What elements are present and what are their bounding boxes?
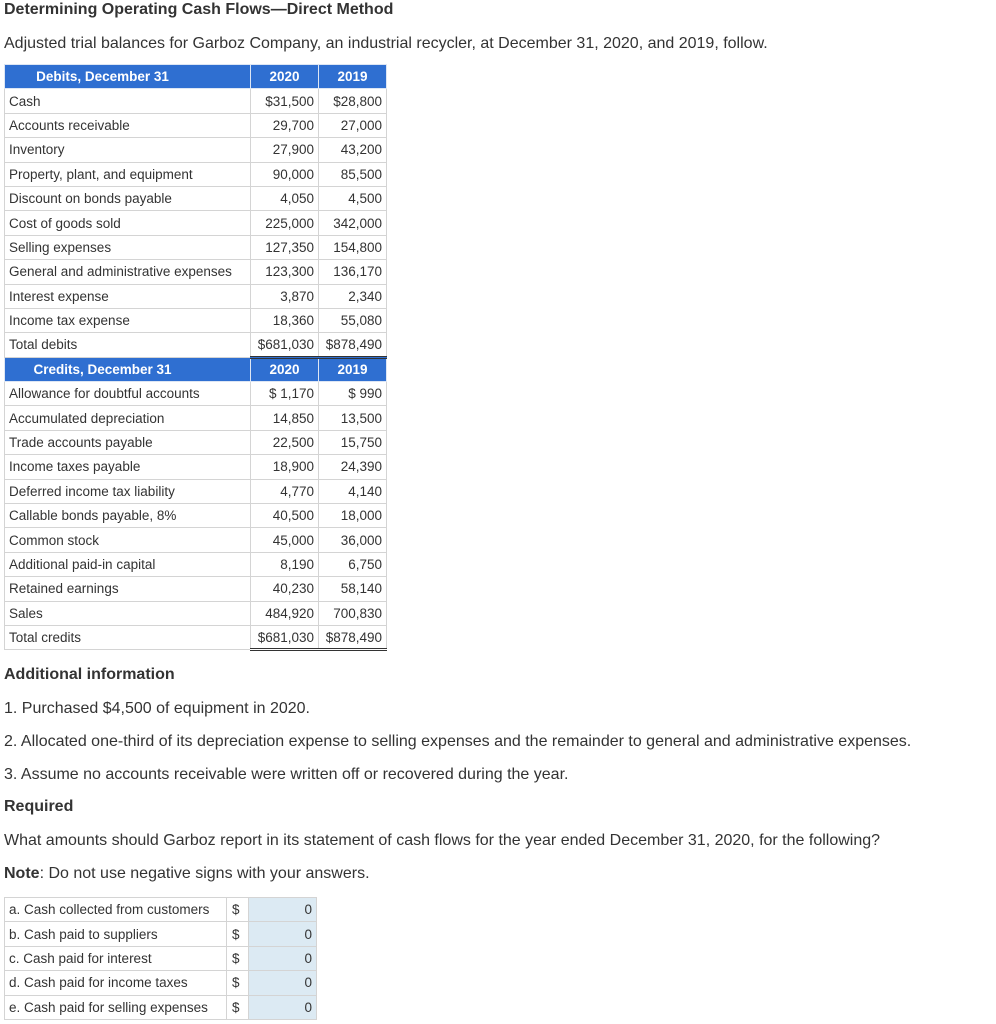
value-2020: 3,870	[251, 284, 319, 308]
answer-input[interactable]: 0	[249, 946, 317, 970]
additional-item: 1. Purchased $4,500 of equipment in 2020.	[4, 700, 310, 717]
account-label: Cash	[5, 89, 251, 113]
value-2019: $878,490	[319, 333, 387, 357]
table-row	[5, 430, 387, 454]
value-2019: 58,140	[319, 577, 387, 601]
value-2019: $28,800	[319, 89, 387, 113]
value-2019: 4,140	[319, 479, 387, 503]
required-question: What amounts should Garboz report in its statement of cash flows for the year ended December 31, 2020, for the following?	[4, 832, 881, 849]
answer-table	[4, 897, 317, 1020]
value-2019: 24,390	[319, 455, 387, 479]
value-2020: 40,230	[251, 577, 319, 601]
account-label: Callable bonds payable, 8%	[5, 504, 251, 528]
value-2020: 484,920	[251, 601, 319, 625]
table-row	[5, 113, 387, 137]
account-label: Common stock	[5, 528, 251, 552]
value-2020: 90,000	[251, 162, 319, 186]
value-2019: 15,750	[319, 430, 387, 454]
account-label: Inventory	[5, 138, 251, 162]
page-title: Determining Operating Cash Flows—Direct Method	[4, 1, 394, 18]
account-label: Selling expenses	[5, 235, 251, 259]
additional-item: 3. Assume no accounts receivable were written off or recovered during the year.	[4, 766, 569, 783]
account-label: Income taxes payable	[5, 455, 251, 479]
value-2019: 43,200	[319, 138, 387, 162]
value-2020: 4,770	[251, 479, 319, 503]
value-2020: $681,030	[251, 333, 319, 357]
table-row	[5, 552, 387, 576]
section-header-row	[5, 357, 387, 381]
value-2020: $681,030	[251, 625, 319, 649]
note-text: : Do not use negative signs with your answers.	[39, 865, 370, 882]
value-2019: 2,340	[319, 284, 387, 308]
currency-symbol: $	[227, 898, 249, 922]
column-header-2020: 2020	[251, 357, 319, 381]
answer-row	[5, 995, 317, 1019]
additional-info-heading: Additional information	[4, 666, 175, 683]
table-row	[5, 186, 387, 210]
account-label: Trade accounts payable	[5, 430, 251, 454]
answer-row	[5, 946, 317, 970]
answer-input[interactable]: 0	[249, 922, 317, 946]
table-row	[5, 284, 387, 308]
column-header-2020: 2020	[251, 65, 319, 89]
currency-symbol: $	[227, 995, 249, 1019]
value-2020: 45,000	[251, 528, 319, 552]
value-2020: 18,360	[251, 308, 319, 332]
value-2019: 154,800	[319, 235, 387, 259]
table-row	[5, 260, 387, 284]
account-label: Property, plant, and equipment	[5, 162, 251, 186]
value-2020: 18,900	[251, 455, 319, 479]
value-2019: 27,000	[319, 113, 387, 137]
column-header-2019: 2019	[319, 357, 387, 381]
value-2020: 225,000	[251, 211, 319, 235]
value-2019: 4,500	[319, 186, 387, 210]
total-row	[5, 625, 387, 649]
currency-symbol: $	[227, 971, 249, 995]
section-header-row	[5, 65, 387, 89]
answer-row	[5, 971, 317, 995]
account-label: Income tax expense	[5, 308, 251, 332]
value-2019: $ 990	[319, 382, 387, 406]
table-row	[5, 138, 387, 162]
table-row	[5, 89, 387, 113]
answer-label: e. Cash paid for selling expenses	[5, 995, 227, 1019]
account-label: Allowance for doubtful accounts	[5, 382, 251, 406]
answer-row	[5, 898, 317, 922]
value-2020: 8,190	[251, 552, 319, 576]
currency-symbol: $	[227, 946, 249, 970]
value-2019: 13,500	[319, 406, 387, 430]
required-heading: Required	[4, 798, 74, 815]
table-row	[5, 455, 387, 479]
account-label: Sales	[5, 601, 251, 625]
table-row	[5, 211, 387, 235]
table-row	[5, 406, 387, 430]
account-label: Cost of goods sold	[5, 211, 251, 235]
section-heading: Debits, December 31	[5, 65, 251, 89]
answer-row	[5, 922, 317, 946]
table-row	[5, 235, 387, 259]
account-label: Total credits	[5, 625, 251, 649]
answer-label: b. Cash paid to suppliers	[5, 922, 227, 946]
value-2020: 123,300	[251, 260, 319, 284]
answer-label: d. Cash paid for income taxes	[5, 971, 227, 995]
answer-label: c. Cash paid for interest	[5, 946, 227, 970]
value-2020: 14,850	[251, 406, 319, 430]
account-label: Retained earnings	[5, 577, 251, 601]
account-label: Interest expense	[5, 284, 251, 308]
table-row	[5, 528, 387, 552]
value-2019: 18,000	[319, 504, 387, 528]
table-row	[5, 601, 387, 625]
value-2019: 6,750	[319, 552, 387, 576]
value-2020: 127,350	[251, 235, 319, 259]
table-row	[5, 504, 387, 528]
answer-label: a. Cash collected from customers	[5, 898, 227, 922]
account-label: General and administrative expenses	[5, 260, 251, 284]
value-2020: 4,050	[251, 186, 319, 210]
account-label: Accumulated depreciation	[5, 406, 251, 430]
answer-input[interactable]: 0	[249, 995, 317, 1019]
value-2019: 136,170	[319, 260, 387, 284]
value-2019: 85,500	[319, 162, 387, 186]
value-2020: 27,900	[251, 138, 319, 162]
account-label: Additional paid-in capital	[5, 552, 251, 576]
account-label: Total debits	[5, 333, 251, 357]
table-row	[5, 382, 387, 406]
value-2019: $878,490	[319, 625, 387, 649]
value-2019: 55,080	[319, 308, 387, 332]
currency-symbol: $	[227, 922, 249, 946]
trial-balance-table	[4, 64, 387, 651]
note-label: Note	[4, 865, 40, 882]
value-2020: $ 1,170	[251, 382, 319, 406]
intro-text: Adjusted trial balances for Garboz Company, an industrial recycler, at December 31, 2020, and 2019, follow.	[4, 35, 768, 52]
additional-item: 2. Allocated one-third of its depreciation expense to selling expenses and the remainder to general and administrative expenses.	[4, 733, 912, 750]
value-2020: 22,500	[251, 430, 319, 454]
value-2019: 342,000	[319, 211, 387, 235]
table-row	[5, 308, 387, 332]
value-2020: $31,500	[251, 89, 319, 113]
value-2020: 29,700	[251, 113, 319, 137]
value-2019: 36,000	[319, 528, 387, 552]
value-2020: 40,500	[251, 504, 319, 528]
answer-input[interactable]: 0	[249, 971, 317, 995]
account-label: Discount on bonds payable	[5, 186, 251, 210]
total-row	[5, 333, 387, 357]
account-label: Deferred income tax liability	[5, 479, 251, 503]
column-header-2019: 2019	[319, 65, 387, 89]
table-row	[5, 162, 387, 186]
section-heading: Credits, December 31	[5, 357, 251, 381]
required-note	[4, 865, 370, 883]
account-label: Accounts receivable	[5, 113, 251, 137]
value-2019: 700,830	[319, 601, 387, 625]
table-row	[5, 479, 387, 503]
answer-input[interactable]: 0	[249, 898, 317, 922]
table-row	[5, 577, 387, 601]
